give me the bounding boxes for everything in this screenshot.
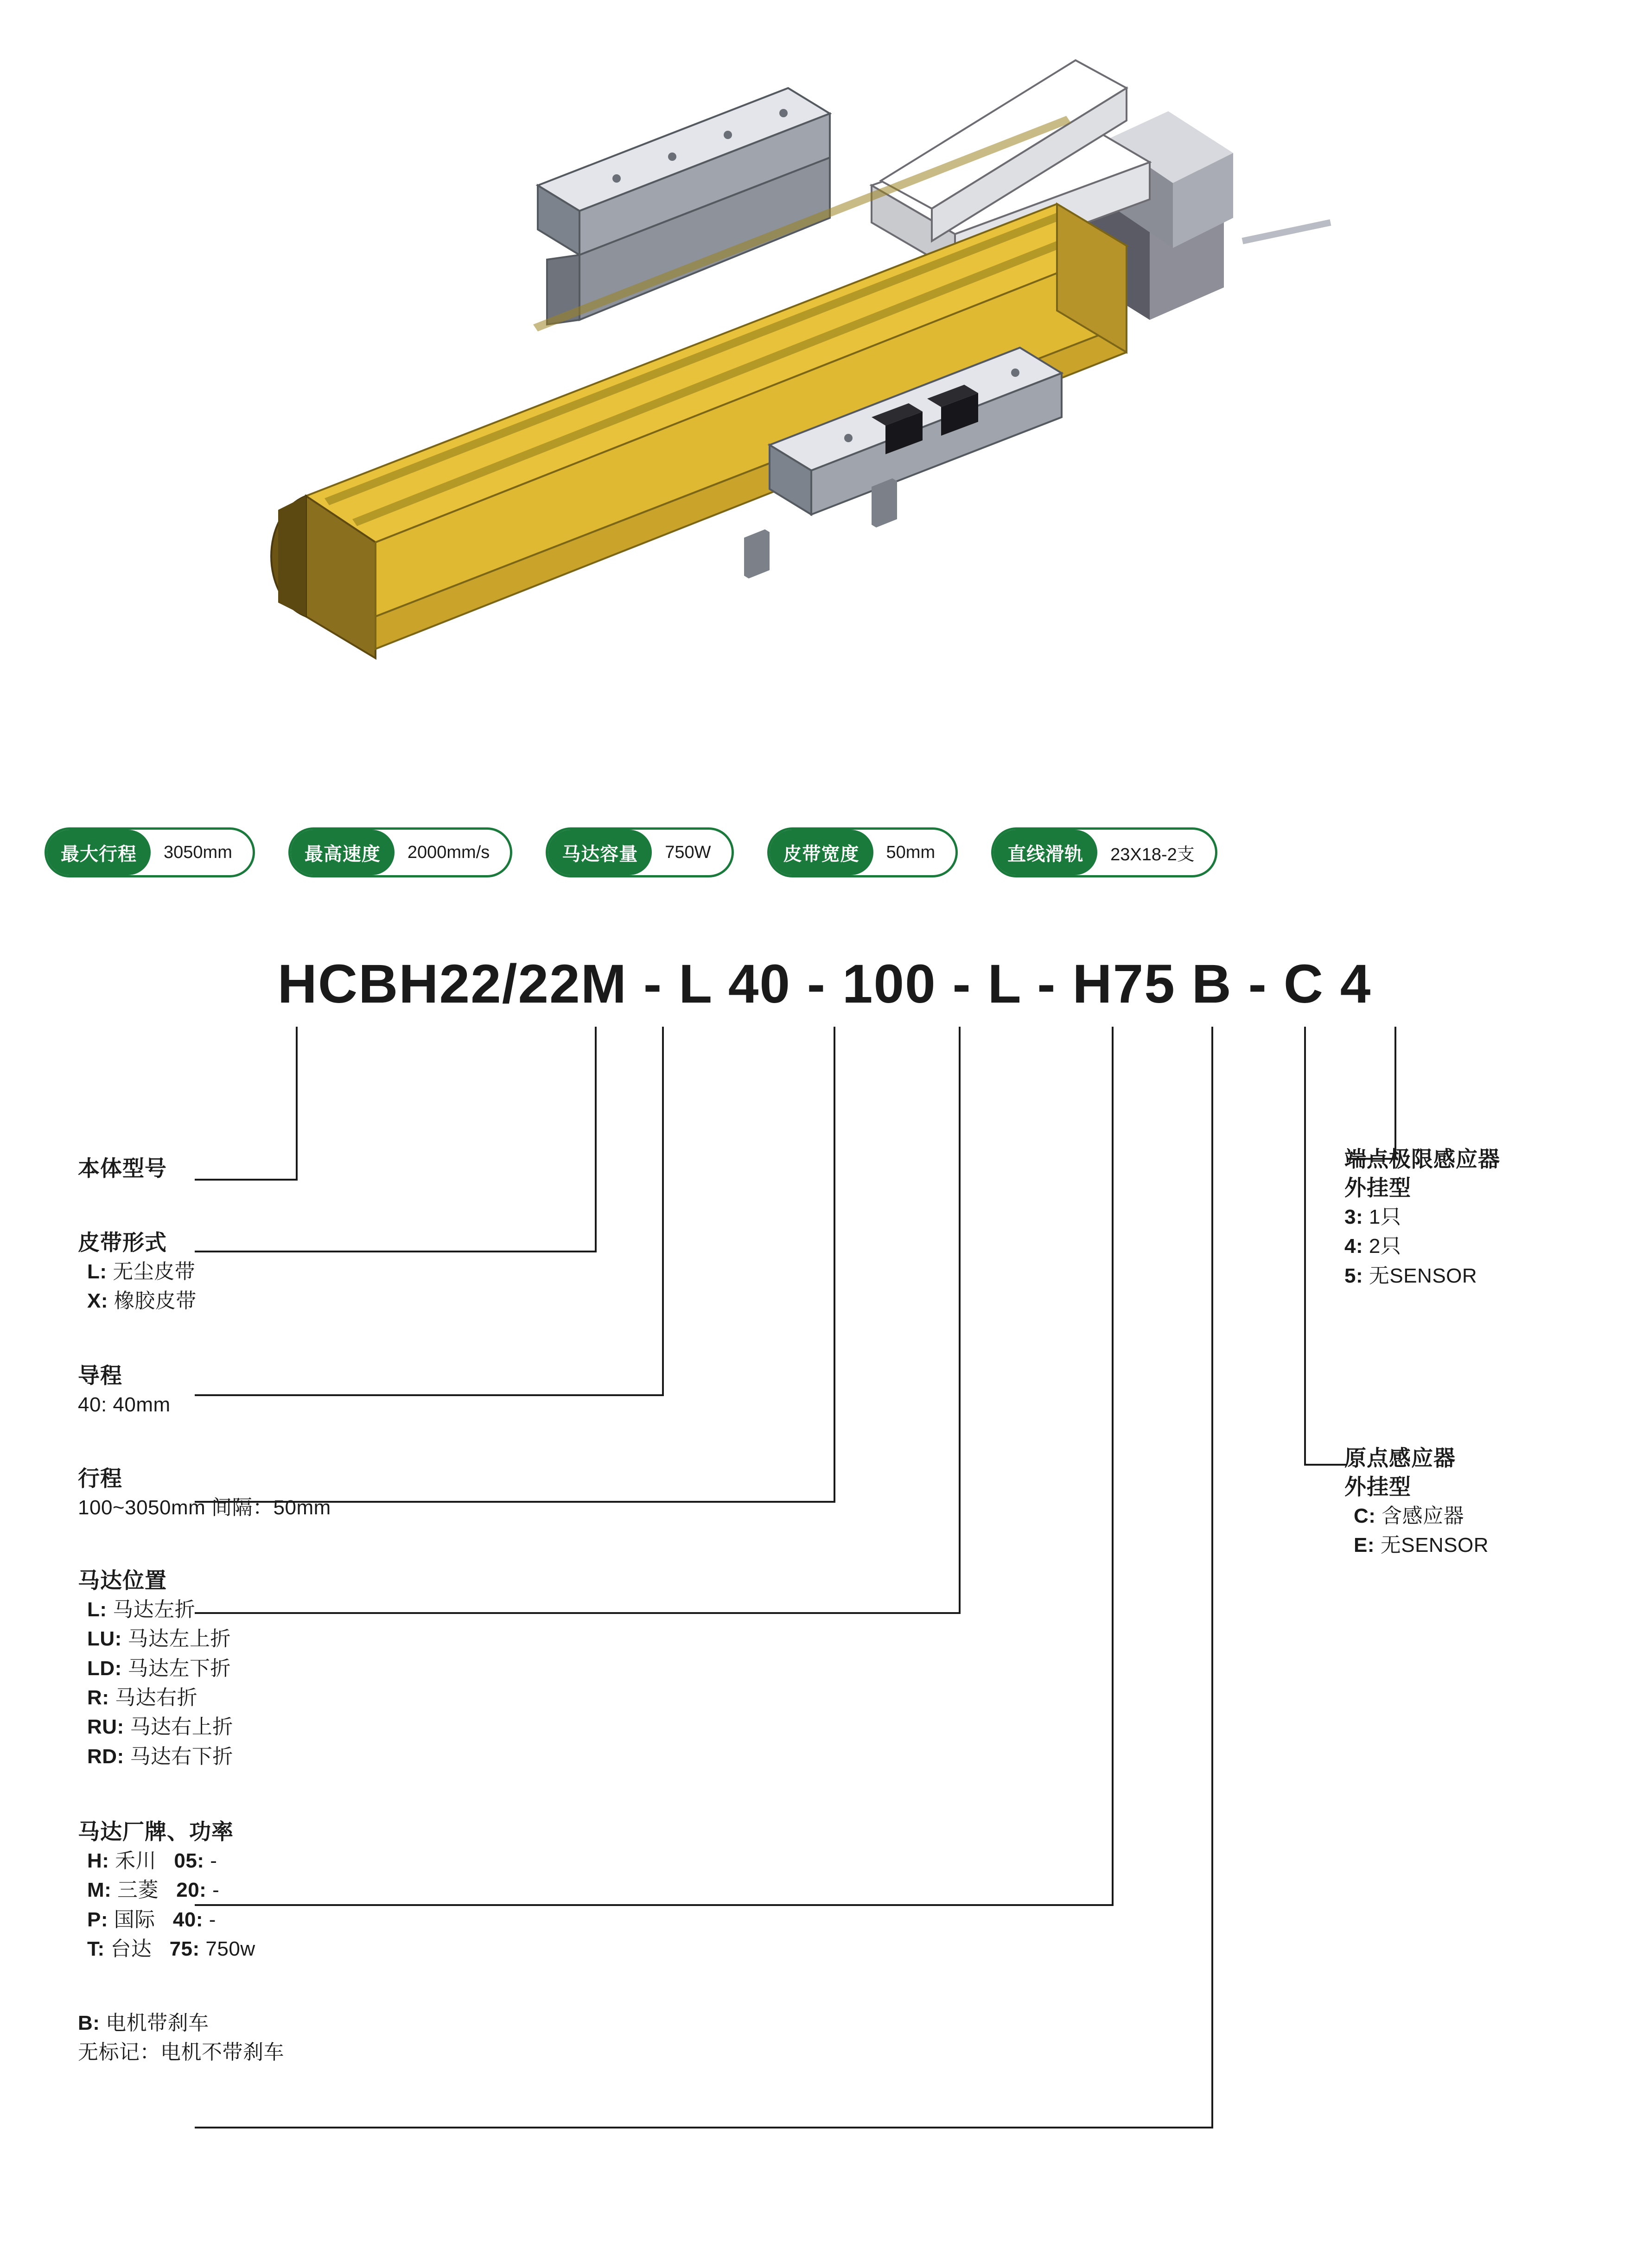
legend-belt-type-title: 皮带形式 — [78, 1230, 167, 1255]
legend-text: 马达右下折 — [130, 1745, 233, 1768]
legend-lead-title: 导程 — [78, 1363, 122, 1388]
spec-max-stroke — [45, 827, 255, 877]
legend-endpoint-limit-sensor-subtitle: 外挂型 — [1344, 1175, 1411, 1201]
legend-belt-type-item-0 — [78, 1257, 866, 1286]
legend-text: 无SENSOR — [1380, 1534, 1489, 1557]
legend-brake-item-1 — [78, 2038, 866, 2067]
motor-cable — [1242, 222, 1331, 241]
legend-text: 三菱 — [117, 1879, 159, 1902]
legend-text: 电机带刹车 — [106, 2012, 209, 2034]
legend-key: P: — [87, 1908, 108, 1931]
legend-text: 含感应器 — [1382, 1505, 1464, 1528]
spec-linear-rail — [991, 827, 1217, 877]
legend-text: 马达左上折 — [127, 1627, 231, 1651]
legend-body-model — [78, 1154, 866, 1209]
legend-key: 5: — [1344, 1264, 1363, 1287]
legend-origin-sensor-subtitle: 外挂型 — [1344, 1474, 1411, 1499]
legend-endpoint-item-0 — [1344, 1202, 1632, 1232]
legend-key: R: — [87, 1686, 109, 1709]
legend-key2: 20: — [176, 1879, 207, 1902]
spec-max-stroke-label: 最大行程 — [47, 830, 151, 875]
legend-text: 马达右折 — [115, 1686, 198, 1709]
legend-motor-position-item-4 — [78, 1712, 866, 1741]
legend-key: C: — [1354, 1505, 1376, 1528]
legend-text: 无SENSOR — [1369, 1264, 1477, 1287]
legend-key2: 05: — [174, 1849, 204, 1873]
legend-text2: - — [210, 1849, 217, 1873]
spec-motor-capacity-value: 750W — [665, 842, 711, 862]
spec-belt-width — [767, 827, 958, 877]
legend-belt-type-item-1 — [78, 1286, 866, 1315]
legend-endpoint-limit-sensor-title: 端点极限感应器 — [1344, 1147, 1500, 1171]
legend-stroke-title: 行程 — [78, 1466, 122, 1491]
legend-brake-item-0 — [78, 2008, 866, 2038]
spec-max-speed-value: 2000mm/s — [407, 842, 490, 862]
spec-pill-row — [45, 827, 1621, 877]
legend-text: 禾川 — [115, 1849, 157, 1873]
legend-motor-position-item-3 — [78, 1683, 866, 1712]
legend-belt-type — [78, 1228, 866, 1342]
legend-key: H: — [87, 1849, 109, 1873]
legend-motor-position-item-0 — [78, 1595, 866, 1624]
legend-motor-brand-power — [78, 1817, 866, 1989]
product-illustration — [0, 0, 1649, 788]
legend-text: 马达右上折 — [130, 1715, 233, 1739]
legend-lead — [78, 1361, 866, 1445]
legend-endpoint-item-1 — [1344, 1232, 1632, 1261]
legend-text: 国际 — [114, 1908, 155, 1931]
legend-key2: 40: — [172, 1908, 204, 1931]
legend-endpoint-limit-sensor — [1344, 1145, 1632, 1367]
legend-origin-sensor-title: 原点感应器 — [1344, 1446, 1456, 1470]
legend-text2: - — [209, 1908, 216, 1931]
legend-motor-position-item-1 — [78, 1624, 866, 1653]
legend-text: 橡胶皮带 — [114, 1290, 197, 1313]
legend-text: 无尘皮带 — [113, 1260, 196, 1283]
legend-key: RD: — [87, 1745, 124, 1768]
spec-linear-rail-label: 直线滑轨 — [993, 830, 1097, 875]
legend-key: RU: — [87, 1715, 124, 1739]
legend-key: LD: — [87, 1657, 122, 1680]
legend-motor-position-title: 马达位置 — [78, 1568, 167, 1593]
spec-belt-width-value: 50mm — [886, 842, 936, 862]
slider-block-left — [538, 88, 830, 324]
legend-key: M: — [87, 1879, 112, 1902]
spec-max-stroke-value: 3050mm — [164, 842, 232, 862]
legend-text: 马达左下折 — [127, 1657, 231, 1680]
model-code-text: HCBH22/22M - L 40 - 100 - L - H75 B - C 4 — [277, 953, 1372, 1015]
spec-linear-rail-value: 23X18-2支 — [1110, 845, 1195, 864]
legend-motor-brand-item-0 — [78, 1846, 866, 1875]
spec-motor-capacity-label: 马达容量 — [548, 830, 652, 875]
legend-motor-brand-power-title: 马达厂牌、功率 — [78, 1819, 234, 1844]
legend-motor-position-item-5 — [78, 1742, 866, 1771]
legend-stroke — [78, 1464, 866, 1547]
legend-text: 2只 — [1369, 1235, 1401, 1258]
legend-origin-sensor — [1344, 1444, 1632, 1560]
legend-endpoint-item-2 — [1344, 1261, 1632, 1290]
legend-motor-brand-item-2 — [78, 1905, 866, 1934]
legend-body-model-title: 本体型号 — [78, 1156, 167, 1181]
model-code — [0, 953, 1649, 1016]
legend-text: 40mm — [113, 1393, 171, 1417]
legend-key: 4: — [1344, 1235, 1363, 1258]
legend-key: LU: — [87, 1627, 122, 1651]
legend-origin-item-0 — [1344, 1501, 1632, 1531]
legend-motor-brand-item-1 — [78, 1875, 866, 1905]
legend-text: 1只 — [1369, 1206, 1401, 1229]
legend-text: 马达左折 — [113, 1598, 196, 1621]
legend-key: X: — [87, 1290, 108, 1313]
spec-max-speed-label: 最高速度 — [291, 830, 395, 875]
legend-key: E: — [1354, 1534, 1375, 1557]
legend-key: B: — [78, 2012, 100, 2034]
legend-motor-brand-item-3 — [78, 1934, 866, 1963]
spec-max-speed — [288, 827, 512, 877]
legend-text: 台达 — [110, 1938, 152, 1961]
legend-left-column — [78, 1154, 866, 2087]
legend-motor-position-item-2 — [78, 1654, 866, 1683]
legend-key: L: — [87, 1260, 107, 1283]
legend-origin-item-1 — [1344, 1531, 1632, 1560]
legend-text: 无标记：电机不带刹车 — [78, 2041, 284, 2064]
legend-text2: - — [212, 1879, 220, 1902]
legend-lead-item-0 — [78, 1390, 866, 1419]
legend-text: 100~3050mm 间隔：50mm — [78, 1496, 331, 1519]
legend-key: 3: — [1344, 1206, 1363, 1229]
legend-key: T: — [87, 1938, 105, 1961]
legend-text2: 750w — [205, 1938, 255, 1961]
spec-motor-capacity — [546, 827, 733, 877]
legend-key: L: — [87, 1598, 107, 1621]
spec-belt-width-label: 皮带宽度 — [770, 830, 873, 875]
legend-motor-position — [78, 1566, 866, 1798]
legend-stroke-item-0 — [78, 1493, 866, 1522]
legend-key2: 75: — [169, 1938, 200, 1961]
legend-brake — [78, 2008, 866, 2067]
legend-key: 40: — [78, 1393, 107, 1417]
legend-right-column — [1344, 1145, 1632, 1580]
